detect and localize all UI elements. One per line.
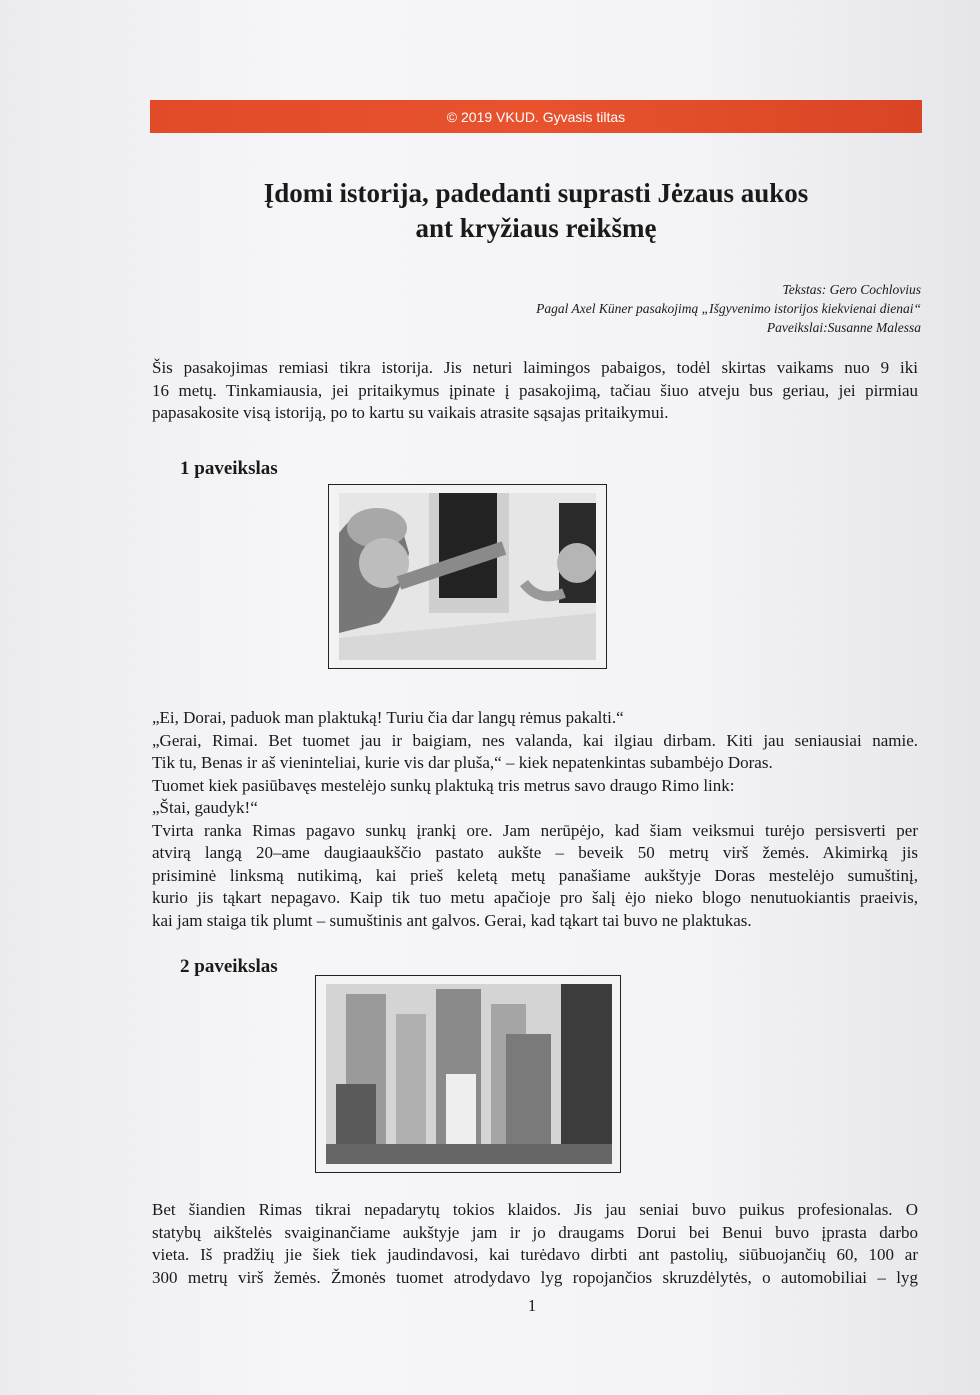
copyright-banner	[150, 100, 922, 133]
text-line: Tvirta ranka Rimas pagavo sunkų įrankį ore. Jam nerūpėjo, kad šiam veiksmui turėjo persisverti per	[152, 820, 918, 840]
text-line: Tik tu, Benas ir aš vieninteliai, kurie vis dar pluša,“ – kiek nepatenkintas subambėjo Doras.	[152, 753, 773, 772]
text-line: „Ei, Dorai, paduok man plaktuką! Turiu čia dar langų rėmus pakalti.“	[152, 708, 624, 727]
figure-1-label: 1 paveikslas	[180, 458, 278, 479]
closing-paragraph	[152, 1199, 918, 1289]
page-title	[150, 176, 922, 246]
figure-2-illustration	[315, 975, 621, 1173]
story-paragraph	[152, 707, 918, 932]
credit-illustrator: Paveikslai:Susanne Malessa	[766, 320, 921, 335]
text-line: 16 metų. Tinkamiausia, jei pritaikymus įpinate į pasakojimą, tačiau šiuo atveju bus geriau, jei pirmiau	[152, 380, 918, 400]
text-line: prisiminė linksmą nutikimą, kai prieš keletą metų panašiame aukštyje Doras mestelėjo sumuštinį,	[152, 865, 918, 885]
figure-2-label: 2 paveikslas	[180, 956, 278, 977]
title-line: Įdomi istorija, padedanti suprasti Jėzaus aukos	[263, 178, 809, 208]
text-line: Bet šiandien Rimas tikrai nepadarytų tokios klaidos. Jis jau seniai buvo puikus profesionalas. O	[152, 1200, 918, 1219]
text-line: Šis pasakojimas remiasi tikra istorija. Jis neturi laimingos pabaigos, todėl skirtas vaikams nuo 9 iki	[152, 358, 918, 377]
text-line: kurio jis tąkart nepagavo. Kaip tik tuo metu apačioje pro šalį ėjo nieko blogo nenutuokiantis praeivis,	[152, 888, 918, 907]
workers-window-illustration	[339, 493, 596, 660]
intro-paragraph	[152, 357, 918, 425]
text-line: atvirą langą 20–ame daugiaaukščio pastato aukšte – beveik 50 metrų virš žemės. Akimirką jis	[152, 843, 918, 862]
text-line: kai jam staiga tik plumt – sumuštinis ant galvos. Gerai, kad tąkart tai buvo ne plaktukas.	[152, 910, 752, 930]
page-number: 1	[527, 1296, 537, 1315]
credits	[536, 280, 921, 337]
credit-source: Pagal Axel Küner pasakojimą „Išgyvenimo istorijos kiekvienai dienai“	[536, 301, 921, 316]
credit-author: Tekstas: Gero Cochlovius	[782, 282, 921, 297]
text-line: „Gerai, Rimai. Bet tuomet jau ir baigiam, nes valanda, kai ilgiau dirbam. Kiti jau seniausiai namie.	[152, 730, 918, 750]
text-line: „Štai, gaudyk!“	[152, 798, 258, 817]
figure-1-illustration	[328, 484, 607, 669]
banner-text: © 2019 VKUD. Gyvasis tiltas	[446, 108, 626, 125]
title-line: ant kryžiaus reikšmę	[415, 213, 657, 243]
text-line: Tuomet kiek pasiūbavęs mestelėjo sunkų plaktuką tris metrus savo draugo Rimo link:	[152, 775, 735, 795]
city-skyline-illustration	[326, 984, 612, 1164]
text-line: papasakosite visą istoriją, po to kartu su vaikais atrasite sąsajas pritaikymui.	[152, 403, 669, 422]
text-line: vieta. Iš pradžių jie šiek tiek jaudindavosi, kai turėdavo dirbti ant pastolių, siūbuojančių 60, 100 ar	[152, 1245, 918, 1264]
text-line: 300 metrų virš žemės. Žmonės tuomet atrodydavo lyg ropojančios skruzdėlytės, o automobiliai – lyg	[152, 1267, 918, 1287]
text-line: statybų aikštelės svaiginančiame aukštyje jam ir jo draugams Dorui bei Benui buvo įprasta darbo	[152, 1222, 918, 1242]
